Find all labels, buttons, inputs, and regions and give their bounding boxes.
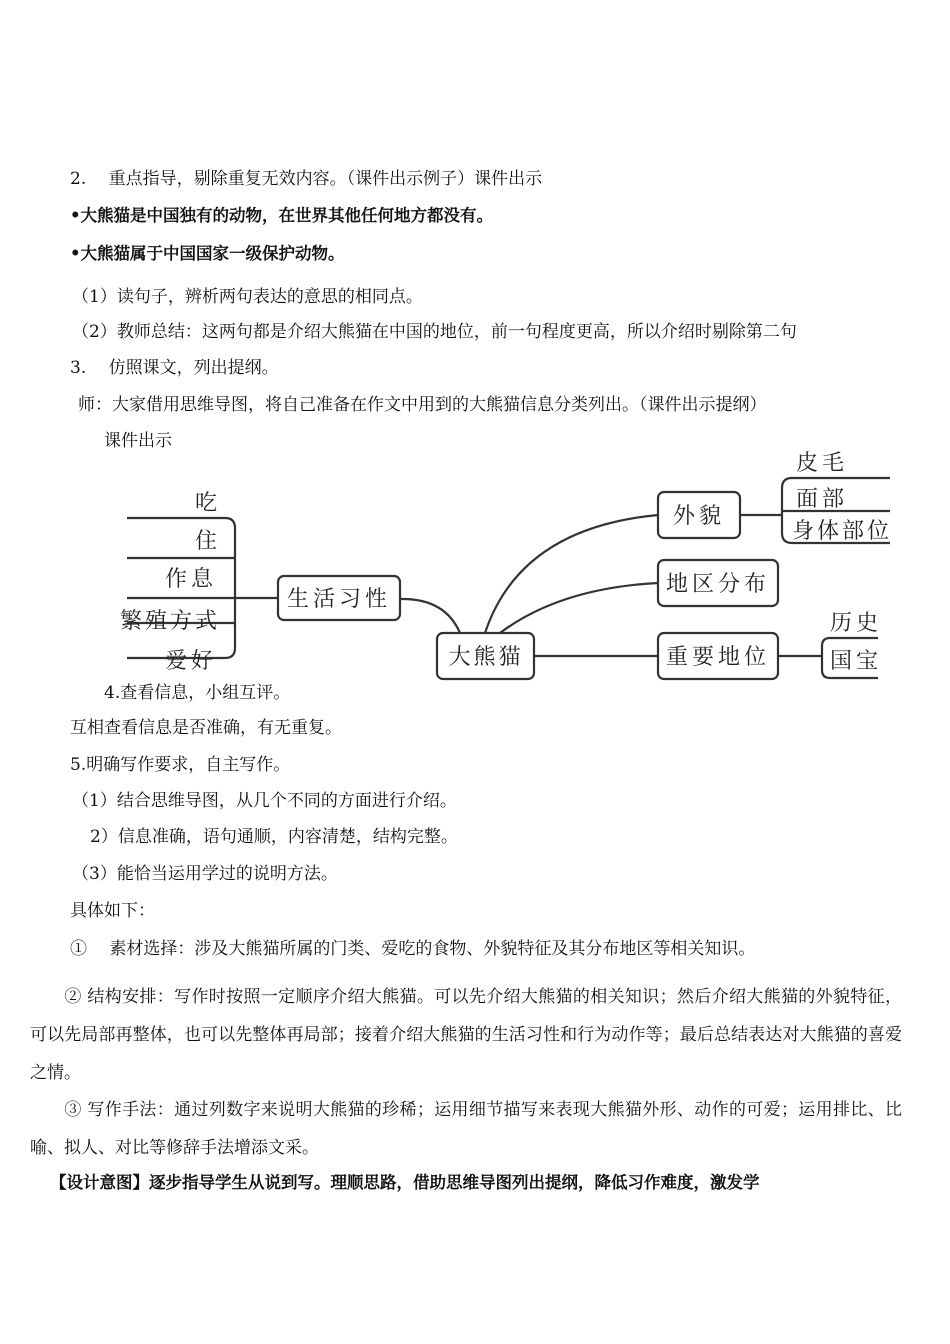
appearance-item-face: 面部	[796, 487, 849, 512]
habit-item-eat: 吃	[194, 491, 217, 516]
detail-item-1: ① 素材选择：涉及大熊猫所属的门类、爱吃的食物、外貌特征及其分布地区等相关知识。	[70, 939, 756, 959]
mindmap-region-node: 地区分布	[665, 572, 771, 597]
habit-item-rest: 作息	[164, 567, 217, 592]
detail-item-2	[30, 978, 902, 1092]
mindmap-appearance-node: 外貌	[672, 504, 726, 529]
detail-item-3	[30, 1091, 902, 1167]
mindmap-center-node: 大熊猫	[448, 645, 524, 670]
design-intent-text: 逐步指导学生从说到写。理顺思路，借助思维导图列出提纲，降低习作难度，激发学	[149, 1173, 760, 1192]
teacher-instruction: 师：大家借用思维导图，将自己准备在作文中用到的大熊猫信息分类列出。（课件出示提纲）	[78, 395, 767, 415]
design-intent-label: 【设计意图】	[50, 1173, 149, 1192]
step-3-heading: 3. 仿照课文，列出提纲。	[70, 358, 279, 378]
requirement-1: （1）结合思维导图，从几个不同的方面进行介绍。	[72, 791, 457, 811]
example-sentence-1: •大熊猫是中国独有的动物，在世界其他任何地方都没有。	[70, 206, 494, 225]
mindmap-status-node: 重要地位	[665, 645, 771, 670]
courseware-label: 课件出示	[104, 431, 172, 451]
details-label: 具体如下：	[70, 901, 155, 921]
appearance-item-body: 身体部位	[792, 519, 893, 544]
question-2: （2）教师总结：这两句都是介绍大熊猫在中国的地位，前一句程度更高，所以介绍时剔除第二句	[72, 322, 797, 342]
habit-item-live: 住	[194, 529, 217, 554]
mindmap-habits-node: 生活习性	[286, 587, 392, 612]
detail-item-2-text: ② 结构安排：写作时按照一定顺序介绍大熊猫。可以先介绍大熊猫的相关知识；然后介绍大熊猫的外貌特征，可以先局部再整体，也可以先整体再局部；接着介绍大熊猫的生活习性和行为动作等；最后总结表达对大熊猫的喜爱之情。	[30, 987, 902, 1083]
step-5-heading: 5.明确写作要求，自主写作。	[70, 755, 291, 775]
design-intent	[50, 1171, 760, 1195]
step-2-heading: 2. 重点指导，剔除重复无效内容。（课件出示例子）课件出示	[70, 169, 543, 189]
example-sentence-2: •大熊猫属于中国国家一级保护动物。	[70, 244, 345, 263]
status-item-history: 历史	[830, 611, 883, 636]
detail-item-3-text: ③ 写作手法：通过列数字来说明大熊猫的珍稀；运用细节描写来表现大熊猫外形、动作的可爱；运用排比、比喻、拟人、对比等修辞手法增添文采。	[30, 1100, 902, 1158]
peer-check: 互相查看信息是否准确，有无重复。	[70, 718, 342, 738]
step-4-heading: 4.查看信息，小组互评。	[104, 683, 291, 703]
appearance-item-fur: 皮毛	[796, 451, 849, 476]
requirement-3: （3）能恰当运用学过的说明方法。	[72, 864, 338, 884]
mind-map	[0, 448, 950, 688]
habit-item-hobby: 爱好	[164, 649, 217, 674]
status-item-treasure: 国宝	[830, 649, 883, 674]
habit-item-breeding: 繁殖方式	[119, 609, 220, 634]
requirement-2: 2）信息准确，语句通顺，内容清楚，结构完整。	[90, 827, 458, 847]
question-1: （1）读句子，辨析两句表达的意思的相同点。	[72, 287, 423, 307]
